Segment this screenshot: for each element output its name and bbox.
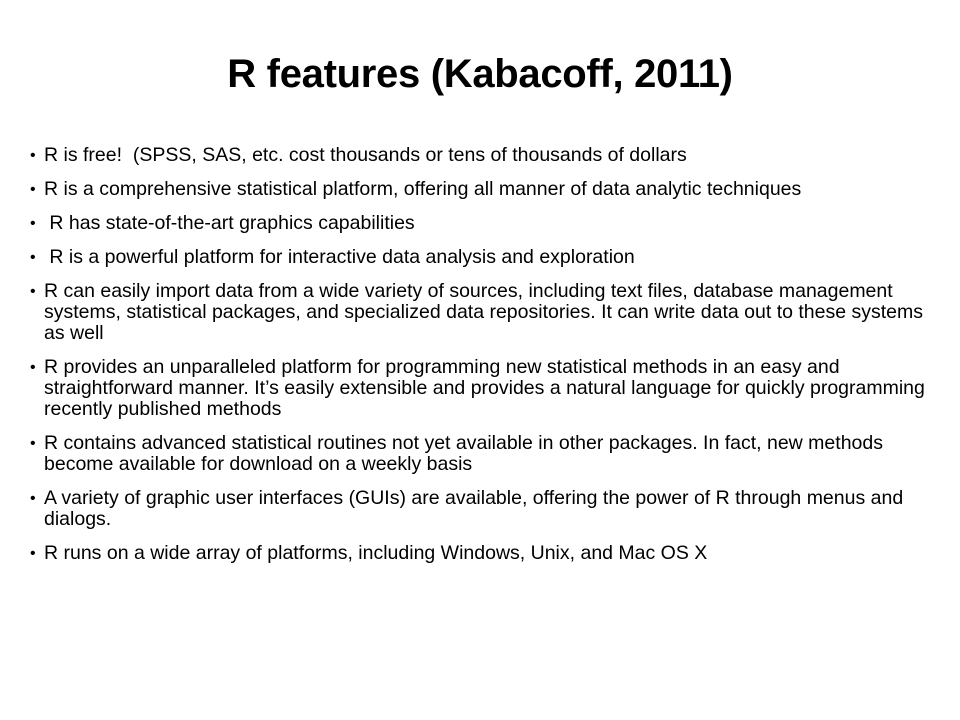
bullet-text: R contains advanced statistical routines not yet available in other packages. In fact, new methods become available for download on a weekly basis xyxy=(44,432,889,475)
bullet-text: A variety of graphic user interfaces (GUIs) are available, offering the power of R through menus and dialogs. xyxy=(44,487,909,530)
bullet-dot-icon: • xyxy=(30,283,36,300)
bullet-item xyxy=(30,357,940,420)
bullet-item xyxy=(30,543,940,564)
bullet-dot-icon: • xyxy=(30,249,36,266)
bullet-dot-icon: • xyxy=(30,435,36,452)
bullet-text: R provides an unparalleled platform for programming new statistical methods in an easy and straightforward manner. It’s easily extensible and provides a natural language for quickly programming recently published methods xyxy=(44,356,931,420)
bullet-text: R can easily import data from a wide variety of sources, including text files, database management systems, statistical packages, and specialized data repositories. It can write data out to these systems as well xyxy=(44,280,929,344)
bullet-dot-icon: • xyxy=(30,490,36,507)
bullet-text: R has state-of-the-art graphics capabilities xyxy=(44,212,415,234)
bullet-dot-icon: • xyxy=(30,147,36,164)
bullet-text: R is a comprehensive statistical platform, offering all manner of data analytic techniques xyxy=(44,178,802,200)
bullet-text: R is free! (SPSS, SAS, etc. cost thousands or tens of thousands of dollars xyxy=(44,144,687,166)
bullet-item xyxy=(30,433,940,475)
bullet-dot-icon: • xyxy=(30,545,36,562)
bullet-item xyxy=(30,281,940,344)
slide-title: R features (Kabacoff, 2011) xyxy=(227,52,733,96)
bullet-item xyxy=(30,488,940,530)
bullet-text: R is a powerful platform for interactive data analysis and exploration xyxy=(44,246,635,268)
bullet-item xyxy=(30,179,940,200)
bullet-text: R runs on a wide array of platforms, including Windows, Unix, and Mac OS X xyxy=(44,542,708,564)
bullet-item xyxy=(30,213,940,234)
bullet-item xyxy=(30,247,940,268)
bullet-item xyxy=(30,145,940,166)
bullet-dot-icon: • xyxy=(30,181,36,198)
bullet-dot-icon: • xyxy=(30,359,36,376)
bullet-dot-icon: • xyxy=(30,215,36,232)
bullet-list xyxy=(30,145,940,577)
